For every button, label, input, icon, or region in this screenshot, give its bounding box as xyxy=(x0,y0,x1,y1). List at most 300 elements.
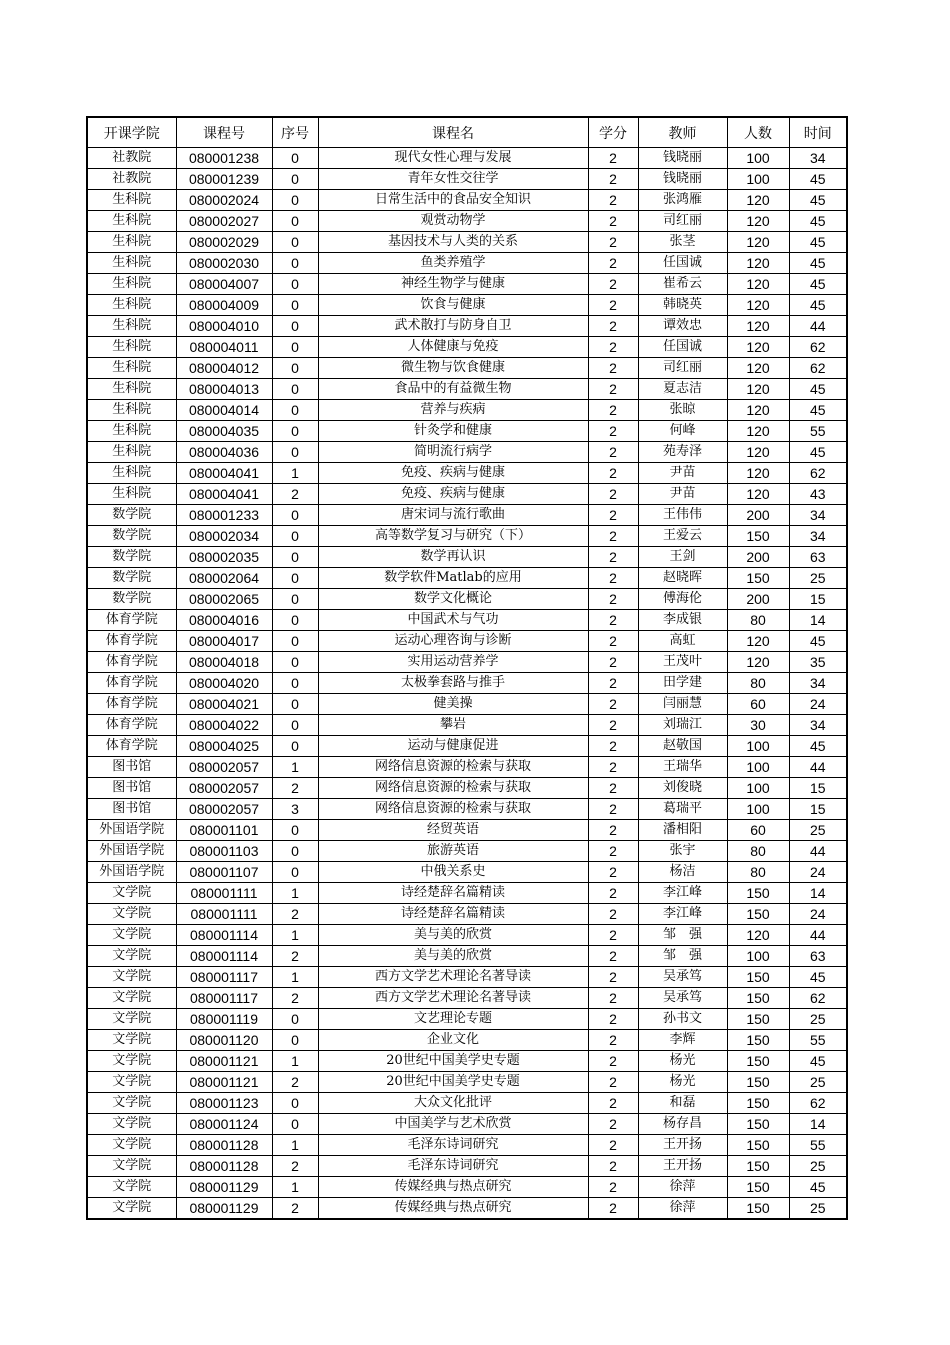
teacher-cell: 葛瑞平 xyxy=(638,799,727,820)
college-cell: 文学院 xyxy=(87,1198,176,1220)
seq-cell: 1 xyxy=(272,1135,318,1156)
course-id-cell: 080001123 xyxy=(176,1093,272,1114)
table-row xyxy=(87,1156,847,1177)
credit-cell: 2 xyxy=(588,1135,638,1156)
capacity-cell: 60 xyxy=(727,694,789,715)
seq-cell: 0 xyxy=(272,547,318,568)
time-cell: 45 xyxy=(789,1177,847,1198)
college-cell: 生科院 xyxy=(87,274,176,295)
course-name-cell: 青年女性交往学 xyxy=(318,169,588,190)
course-name-cell: 大众文化批评 xyxy=(318,1093,588,1114)
seq-cell: 0 xyxy=(272,169,318,190)
seq-cell: 0 xyxy=(272,1030,318,1051)
credit-cell: 2 xyxy=(588,421,638,442)
table-row xyxy=(87,1072,847,1093)
capacity-cell: 120 xyxy=(727,295,789,316)
capacity-cell: 150 xyxy=(727,1051,789,1072)
college-cell: 图书馆 xyxy=(87,757,176,778)
capacity-cell: 120 xyxy=(727,421,789,442)
college-cell: 生科院 xyxy=(87,316,176,337)
time-cell: 34 xyxy=(789,715,847,736)
course-name-cell: 旅游英语 xyxy=(318,841,588,862)
college-cell: 体育学院 xyxy=(87,652,176,673)
college-cell: 文学院 xyxy=(87,967,176,988)
college-cell: 生科院 xyxy=(87,253,176,274)
capacity-cell: 200 xyxy=(727,505,789,526)
table-row xyxy=(87,421,847,442)
course-name-cell: 西方文学艺术理论名著导读 xyxy=(318,967,588,988)
course-name-cell: 传媒经典与热点研究 xyxy=(318,1198,588,1220)
course-name-cell: 诗经楚辞名篇精读 xyxy=(318,904,588,925)
time-cell: 24 xyxy=(789,694,847,715)
college-cell: 生科院 xyxy=(87,211,176,232)
seq-cell: 0 xyxy=(272,673,318,694)
capacity-cell: 120 xyxy=(727,190,789,211)
course-name-cell: 现代女性心理与发展 xyxy=(318,148,588,169)
teacher-cell: 杨存昌 xyxy=(638,1114,727,1135)
time-cell: 25 xyxy=(789,1009,847,1030)
seq-cell: 0 xyxy=(272,190,318,211)
credit-cell: 2 xyxy=(588,1114,638,1135)
teacher-cell: 杨洁 xyxy=(638,862,727,883)
course-id-cell: 080004025 xyxy=(176,736,272,757)
credit-cell: 2 xyxy=(588,547,638,568)
table-row xyxy=(87,1093,847,1114)
capacity-cell: 120 xyxy=(727,484,789,505)
course-id-cell: 080001129 xyxy=(176,1198,272,1220)
table-row xyxy=(87,778,847,799)
seq-cell: 1 xyxy=(272,463,318,484)
capacity-cell: 150 xyxy=(727,1072,789,1093)
table-row xyxy=(87,316,847,337)
college-cell: 生科院 xyxy=(87,463,176,484)
credit-cell: 2 xyxy=(588,274,638,295)
seq-cell: 0 xyxy=(272,1114,318,1135)
teacher-cell: 杨光 xyxy=(638,1072,727,1093)
college-cell: 生科院 xyxy=(87,421,176,442)
seq-cell: 0 xyxy=(272,232,318,253)
table-row xyxy=(87,799,847,820)
college-cell: 文学院 xyxy=(87,925,176,946)
table-row xyxy=(87,211,847,232)
seq-cell: 0 xyxy=(272,694,318,715)
course-name-cell: 基因技术与人类的关系 xyxy=(318,232,588,253)
credit-cell: 2 xyxy=(588,316,638,337)
credit-cell: 2 xyxy=(588,148,638,169)
seq-cell: 0 xyxy=(272,841,318,862)
table-row xyxy=(87,967,847,988)
course-id-cell: 080001124 xyxy=(176,1114,272,1135)
college-cell: 图书馆 xyxy=(87,799,176,820)
college-cell: 数学院 xyxy=(87,547,176,568)
time-cell: 62 xyxy=(789,1093,847,1114)
teacher-cell: 司红丽 xyxy=(638,211,727,232)
course-name-cell: 西方文学艺术理论名著导读 xyxy=(318,988,588,1009)
time-cell: 25 xyxy=(789,820,847,841)
college-cell: 体育学院 xyxy=(87,715,176,736)
teacher-cell: 赵敬国 xyxy=(638,736,727,757)
time-cell: 45 xyxy=(789,967,847,988)
college-cell: 社教院 xyxy=(87,169,176,190)
course-name-cell: 微生物与饮食健康 xyxy=(318,358,588,379)
seq-cell: 0 xyxy=(272,358,318,379)
course-id-cell: 080001121 xyxy=(176,1072,272,1093)
course-id-cell: 080002057 xyxy=(176,799,272,820)
capacity-cell: 100 xyxy=(727,778,789,799)
teacher-cell: 张晾 xyxy=(638,400,727,421)
table-row xyxy=(87,400,847,421)
course-name-cell: 运动与健康促进 xyxy=(318,736,588,757)
table-row xyxy=(87,337,847,358)
course-id-cell: 080001111 xyxy=(176,904,272,925)
college-cell: 文学院 xyxy=(87,1177,176,1198)
time-cell: 34 xyxy=(789,526,847,547)
college-cell: 社教院 xyxy=(87,148,176,169)
seq-cell: 2 xyxy=(272,1072,318,1093)
table-row xyxy=(87,1009,847,1030)
college-cell: 生科院 xyxy=(87,295,176,316)
college-cell: 体育学院 xyxy=(87,610,176,631)
capacity-cell: 200 xyxy=(727,589,789,610)
course-name-cell: 中国武术与气功 xyxy=(318,610,588,631)
course-id-cell: 080002027 xyxy=(176,211,272,232)
capacity-cell: 150 xyxy=(727,1198,789,1220)
course-name-cell: 攀岩 xyxy=(318,715,588,736)
teacher-cell: 徐萍 xyxy=(638,1177,727,1198)
credit-cell: 2 xyxy=(588,400,638,421)
course-id-cell: 080001119 xyxy=(176,1009,272,1030)
seq-cell: 0 xyxy=(272,610,318,631)
seq-cell: 1 xyxy=(272,925,318,946)
capacity-cell: 150 xyxy=(727,1093,789,1114)
teacher-cell: 田学建 xyxy=(638,673,727,694)
table-row xyxy=(87,1051,847,1072)
college-cell: 文学院 xyxy=(87,1156,176,1177)
seq-cell: 0 xyxy=(272,736,318,757)
time-cell: 62 xyxy=(789,988,847,1009)
course-id-cell: 080004010 xyxy=(176,316,272,337)
time-cell: 44 xyxy=(789,316,847,337)
credit-cell: 2 xyxy=(588,211,638,232)
time-cell: 24 xyxy=(789,862,847,883)
teacher-cell: 钱晓丽 xyxy=(638,169,727,190)
capacity-cell: 100 xyxy=(727,148,789,169)
course-id-cell: 080002057 xyxy=(176,778,272,799)
credit-cell: 2 xyxy=(588,253,638,274)
table-row xyxy=(87,358,847,379)
teacher-cell: 崔希云 xyxy=(638,274,727,295)
teacher-cell: 王开扬 xyxy=(638,1156,727,1177)
capacity-cell: 150 xyxy=(727,1156,789,1177)
course-id-cell: 080001129 xyxy=(176,1177,272,1198)
table-row xyxy=(87,1135,847,1156)
header-time: 时间 xyxy=(789,117,847,148)
course-name-cell: 毛泽东诗词研究 xyxy=(318,1135,588,1156)
course-name-cell: 美与美的欣赏 xyxy=(318,946,588,967)
credit-cell: 2 xyxy=(588,757,638,778)
teacher-cell: 李江峰 xyxy=(638,904,727,925)
college-cell: 生科院 xyxy=(87,442,176,463)
capacity-cell: 120 xyxy=(727,253,789,274)
course-id-cell: 080002035 xyxy=(176,547,272,568)
course-name-cell: 唐宋词与流行歌曲 xyxy=(318,505,588,526)
college-cell: 体育学院 xyxy=(87,694,176,715)
table-row xyxy=(87,946,847,967)
time-cell: 45 xyxy=(789,631,847,652)
capacity-cell: 100 xyxy=(727,757,789,778)
course-name-cell: 企业文化 xyxy=(318,1030,588,1051)
teacher-cell: 王茂叶 xyxy=(638,652,727,673)
seq-cell: 2 xyxy=(272,1156,318,1177)
course-id-cell: 080001121 xyxy=(176,1051,272,1072)
seq-cell: 3 xyxy=(272,799,318,820)
course-id-cell: 080004035 xyxy=(176,421,272,442)
college-cell: 生科院 xyxy=(87,400,176,421)
time-cell: 45 xyxy=(789,190,847,211)
seq-cell: 0 xyxy=(272,1093,318,1114)
capacity-cell: 120 xyxy=(727,379,789,400)
time-cell: 55 xyxy=(789,1030,847,1051)
table-row xyxy=(87,736,847,757)
course-id-cell: 080004013 xyxy=(176,379,272,400)
credit-cell: 2 xyxy=(588,505,638,526)
time-cell: 15 xyxy=(789,778,847,799)
capacity-cell: 150 xyxy=(727,904,789,925)
seq-cell: 0 xyxy=(272,862,318,883)
course-name-cell: 20世纪中国美学史专题 xyxy=(318,1051,588,1072)
time-cell: 62 xyxy=(789,358,847,379)
college-cell: 图书馆 xyxy=(87,778,176,799)
seq-cell: 0 xyxy=(272,316,318,337)
capacity-cell: 150 xyxy=(727,1177,789,1198)
table-row xyxy=(87,715,847,736)
seq-cell: 2 xyxy=(272,988,318,1009)
course-id-cell: 080001117 xyxy=(176,988,272,1009)
college-cell: 生科院 xyxy=(87,358,176,379)
time-cell: 15 xyxy=(789,799,847,820)
credit-cell: 2 xyxy=(588,1093,638,1114)
time-cell: 55 xyxy=(789,1135,847,1156)
seq-cell: 0 xyxy=(272,715,318,736)
course-name-cell: 诗经楚辞名篇精读 xyxy=(318,883,588,904)
capacity-cell: 120 xyxy=(727,400,789,421)
seq-cell: 1 xyxy=(272,967,318,988)
time-cell: 25 xyxy=(789,1072,847,1093)
course-name-cell: 数学再认识 xyxy=(318,547,588,568)
table-row xyxy=(87,610,847,631)
course-id-cell: 080002030 xyxy=(176,253,272,274)
teacher-cell: 潘相阳 xyxy=(638,820,727,841)
course-id-cell: 080004020 xyxy=(176,673,272,694)
college-cell: 生科院 xyxy=(87,190,176,211)
teacher-cell: 苑寿泽 xyxy=(638,442,727,463)
course-name-cell: 日常生活中的食品安全知识 xyxy=(318,190,588,211)
college-cell: 数学院 xyxy=(87,568,176,589)
college-cell: 文学院 xyxy=(87,1009,176,1030)
course-name-cell: 免疫、疾病与健康 xyxy=(318,484,588,505)
header-course-name: 课程名 xyxy=(318,117,588,148)
seq-cell: 0 xyxy=(272,505,318,526)
header-capacity: 人数 xyxy=(727,117,789,148)
course-name-cell: 实用运动营养学 xyxy=(318,652,588,673)
college-cell: 文学院 xyxy=(87,1072,176,1093)
table-row xyxy=(87,379,847,400)
credit-cell: 2 xyxy=(588,1030,638,1051)
capacity-cell: 120 xyxy=(727,316,789,337)
capacity-cell: 150 xyxy=(727,1114,789,1135)
college-cell: 文学院 xyxy=(87,1051,176,1072)
credit-cell: 2 xyxy=(588,169,638,190)
credit-cell: 2 xyxy=(588,610,638,631)
table-row xyxy=(87,1114,847,1135)
table-row xyxy=(87,232,847,253)
course-name-cell: 经贸英语 xyxy=(318,820,588,841)
teacher-cell: 王开扬 xyxy=(638,1135,727,1156)
credit-cell: 2 xyxy=(588,778,638,799)
course-id-cell: 080004017 xyxy=(176,631,272,652)
course-id-cell: 080004016 xyxy=(176,610,272,631)
credit-cell: 2 xyxy=(588,589,638,610)
course-id-cell: 080004007 xyxy=(176,274,272,295)
college-cell: 体育学院 xyxy=(87,631,176,652)
course-id-cell: 080001111 xyxy=(176,883,272,904)
table-row xyxy=(87,904,847,925)
teacher-cell: 任国诚 xyxy=(638,253,727,274)
credit-cell: 2 xyxy=(588,337,638,358)
seq-cell: 1 xyxy=(272,1177,318,1198)
capacity-cell: 120 xyxy=(727,925,789,946)
course-id-cell: 080004011 xyxy=(176,337,272,358)
seq-cell: 0 xyxy=(272,820,318,841)
course-name-cell: 20世纪中国美学史专题 xyxy=(318,1072,588,1093)
teacher-cell: 邹 强 xyxy=(638,925,727,946)
time-cell: 34 xyxy=(789,505,847,526)
seq-cell: 0 xyxy=(272,337,318,358)
college-cell: 文学院 xyxy=(87,1114,176,1135)
credit-cell: 2 xyxy=(588,1198,638,1220)
table-body xyxy=(87,148,847,1220)
course-id-cell: 080004022 xyxy=(176,715,272,736)
capacity-cell: 120 xyxy=(727,463,789,484)
college-cell: 外国语学院 xyxy=(87,820,176,841)
college-cell: 体育学院 xyxy=(87,736,176,757)
capacity-cell: 120 xyxy=(727,652,789,673)
credit-cell: 2 xyxy=(588,484,638,505)
course-id-cell: 080002034 xyxy=(176,526,272,547)
teacher-cell: 李成银 xyxy=(638,610,727,631)
seq-cell: 0 xyxy=(272,442,318,463)
credit-cell: 2 xyxy=(588,694,638,715)
course-id-cell: 080001239 xyxy=(176,169,272,190)
course-id-cell: 080001233 xyxy=(176,505,272,526)
college-cell: 文学院 xyxy=(87,1093,176,1114)
teacher-cell: 钱晓丽 xyxy=(638,148,727,169)
time-cell: 63 xyxy=(789,946,847,967)
course-id-cell: 080001103 xyxy=(176,841,272,862)
seq-cell: 0 xyxy=(272,652,318,673)
course-id-cell: 080001107 xyxy=(176,862,272,883)
table-row xyxy=(87,589,847,610)
capacity-cell: 100 xyxy=(727,169,789,190)
seq-cell: 0 xyxy=(272,568,318,589)
course-id-cell: 080002024 xyxy=(176,190,272,211)
college-cell: 生科院 xyxy=(87,337,176,358)
seq-cell: 0 xyxy=(272,400,318,421)
course-name-cell: 文艺理论专题 xyxy=(318,1009,588,1030)
college-cell: 数学院 xyxy=(87,505,176,526)
credit-cell: 2 xyxy=(588,442,638,463)
table-row xyxy=(87,505,847,526)
teacher-cell: 和磊 xyxy=(638,1093,727,1114)
course-name-cell: 数学软件Matlab的应用 xyxy=(318,568,588,589)
college-cell: 体育学院 xyxy=(87,673,176,694)
credit-cell: 2 xyxy=(588,841,638,862)
course-id-cell: 080004018 xyxy=(176,652,272,673)
credit-cell: 2 xyxy=(588,925,638,946)
capacity-cell: 80 xyxy=(727,610,789,631)
capacity-cell: 80 xyxy=(727,862,789,883)
time-cell: 45 xyxy=(789,169,847,190)
header-course-id: 课程号 xyxy=(176,117,272,148)
course-name-cell: 针灸学和健康 xyxy=(318,421,588,442)
credit-cell: 2 xyxy=(588,736,638,757)
time-cell: 45 xyxy=(789,400,847,421)
time-cell: 45 xyxy=(789,736,847,757)
time-cell: 44 xyxy=(789,757,847,778)
seq-cell: 0 xyxy=(272,253,318,274)
time-cell: 35 xyxy=(789,652,847,673)
course-id-cell: 080004012 xyxy=(176,358,272,379)
seq-cell: 1 xyxy=(272,757,318,778)
teacher-cell: 李辉 xyxy=(638,1030,727,1051)
course-id-cell: 080004021 xyxy=(176,694,272,715)
college-cell: 生科院 xyxy=(87,484,176,505)
college-cell: 数学院 xyxy=(87,526,176,547)
teacher-cell: 杨光 xyxy=(638,1051,727,1072)
credit-cell: 2 xyxy=(588,820,638,841)
course-id-cell: 080002057 xyxy=(176,757,272,778)
table-row xyxy=(87,190,847,211)
capacity-cell: 30 xyxy=(727,715,789,736)
time-cell: 14 xyxy=(789,1114,847,1135)
credit-cell: 2 xyxy=(588,1072,638,1093)
course-name-cell: 免疫、疾病与健康 xyxy=(318,463,588,484)
teacher-cell: 傅海伦 xyxy=(638,589,727,610)
time-cell: 45 xyxy=(789,274,847,295)
credit-cell: 2 xyxy=(588,883,638,904)
college-cell: 文学院 xyxy=(87,1030,176,1051)
college-cell: 外国语学院 xyxy=(87,862,176,883)
time-cell: 45 xyxy=(789,253,847,274)
course-name-cell: 神经生物学与健康 xyxy=(318,274,588,295)
college-cell: 文学院 xyxy=(87,988,176,1009)
course-id-cell: 080004014 xyxy=(176,400,272,421)
seq-cell: 0 xyxy=(272,379,318,400)
table-row xyxy=(87,1198,847,1220)
course-name-cell: 观赏动物学 xyxy=(318,211,588,232)
capacity-cell: 120 xyxy=(727,358,789,379)
teacher-cell: 吴承笃 xyxy=(638,988,727,1009)
credit-cell: 2 xyxy=(588,358,638,379)
course-id-cell: 080001117 xyxy=(176,967,272,988)
college-cell: 文学院 xyxy=(87,1135,176,1156)
time-cell: 25 xyxy=(789,1156,847,1177)
capacity-cell: 150 xyxy=(727,1135,789,1156)
header-row xyxy=(87,117,847,148)
course-name-cell: 健美操 xyxy=(318,694,588,715)
teacher-cell: 任国诚 xyxy=(638,337,727,358)
credit-cell: 2 xyxy=(588,568,638,589)
